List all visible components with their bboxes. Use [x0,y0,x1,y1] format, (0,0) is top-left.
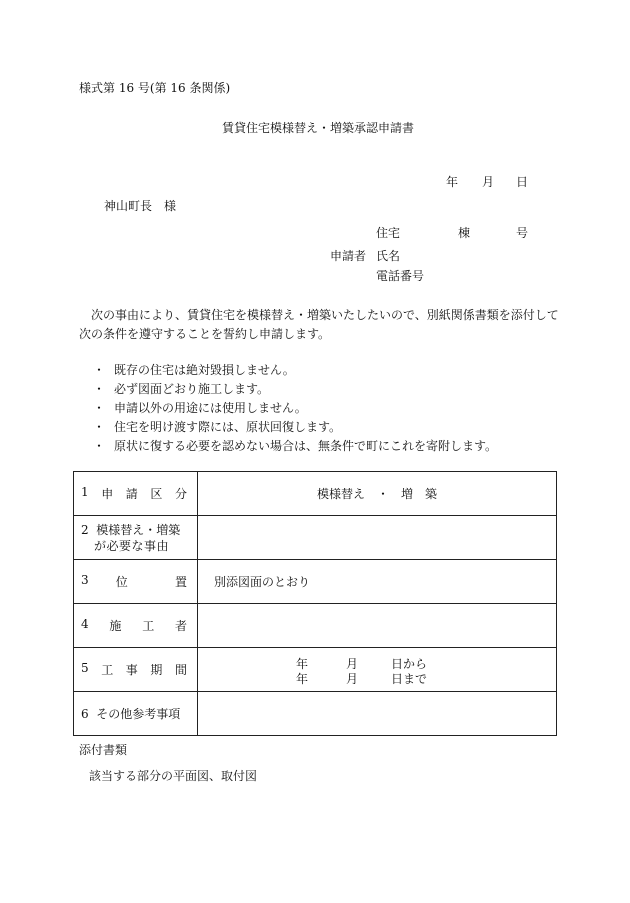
date-day: 日 [516,175,529,189]
construction-period-value[interactable] [198,648,557,692]
contractor-label [74,604,198,648]
location-label [74,560,198,604]
applicant-name-label: 氏名 [376,249,401,263]
condition-item [93,437,497,456]
row-number: 2 [81,522,89,537]
label-char: 区 [150,487,163,501]
label-char: 請 [125,487,138,501]
period-end-month: 月 [346,671,359,686]
applicant-phone-label: 電話番号 [376,269,425,283]
statement-line-1: 次の事由により、賃貸住宅を模様替え・増築いたしたいので、別紙関係書類を添付して [91,308,559,322]
row-number: 1 [81,485,89,499]
condition-text: 住宅を明け渡す際には、原状回復します。 [114,420,342,434]
construction-period-label [74,648,198,692]
period-start-year: 年 [296,656,309,671]
label-line-2: が必要な事由 [94,538,170,553]
document-title: 賃貸住宅模様替え・増築承認申請書 [222,121,415,135]
application-type-label [74,472,198,516]
bullet-icon: ・ [93,420,106,434]
table-row [74,472,557,516]
row-number: 6 [81,707,89,721]
bullet-icon: ・ [93,363,106,377]
label-char: 申 [101,487,114,501]
conditions-list [93,361,497,456]
date-month: 月 [482,175,495,189]
label-char: 分 [174,487,187,501]
applicant-label: 申請者 [330,249,367,263]
statement-paragraph [79,306,559,344]
form-number: 様式第 16 号(第 16 条関係) [79,81,231,95]
condition-text: 原状に復する必要を認めない場合は、無条件で町にこれを寄附します。 [114,439,498,453]
reason-value[interactable] [198,516,557,560]
condition-item [93,361,497,380]
table-row [74,648,557,692]
label-char: 事 [125,663,138,677]
row-number: 5 [81,661,89,675]
other-notes-label [74,692,198,736]
bullet-icon: ・ [93,401,106,415]
statement-line-2: 次の条件を遵守することを誓約し申請します。 [79,327,331,341]
application-table [73,471,557,736]
row-number: 4 [81,617,89,631]
condition-item [93,418,497,437]
contractor-value[interactable] [198,604,557,648]
table-row [74,560,557,604]
other-notes-value[interactable] [198,692,557,736]
period-start-day: 日から [391,656,428,671]
attachments-heading: 添付書類 [79,743,128,757]
bullet-icon: ・ [93,382,106,396]
date-year: 年 [446,175,459,189]
period-end-year: 年 [296,671,309,686]
bullet-icon: ・ [93,439,106,453]
table-row [74,516,557,560]
label-char: 間 [174,663,187,677]
condition-item [93,380,497,399]
condition-item [93,399,497,418]
condition-text: 既存の住宅は絶対毀損しません。 [114,363,295,377]
condition-text: 申請以外の用途には使用しません。 [114,401,307,415]
period-end-day: 日まで [391,671,428,686]
period-start-month: 月 [346,656,359,671]
reason-label [74,516,198,560]
label-text: その他参考事項 [96,707,181,721]
condition-text: 必ず図面どおり施工します。 [114,382,270,396]
label-char: 期 [150,663,163,677]
table-row [74,692,557,736]
attachments-body: 該当する部分の平面図、取付図 [89,769,258,783]
table-row [74,604,557,648]
applicant-housing-label: 住宅 [376,226,401,240]
applicant-building-label: 棟 [458,226,471,240]
label-char: 位 [115,575,128,589]
location-value[interactable]: 別添図面のとおり [198,560,557,604]
label-char: 施 [109,619,122,633]
label-line-1: 模様替え・増築 [96,522,181,537]
period-end [198,670,556,685]
applicant-number-label: 号 [516,226,529,240]
row-number: 3 [81,573,89,587]
application-type-value[interactable]: 模様替え ・ 増 築 [198,472,557,516]
label-char: 工 [101,663,114,677]
label-char: 者 [174,619,187,633]
period-start [198,655,556,670]
label-char: 工 [142,619,155,633]
label-char: 置 [174,575,187,589]
addressee: 神山町長 様 [104,199,177,213]
